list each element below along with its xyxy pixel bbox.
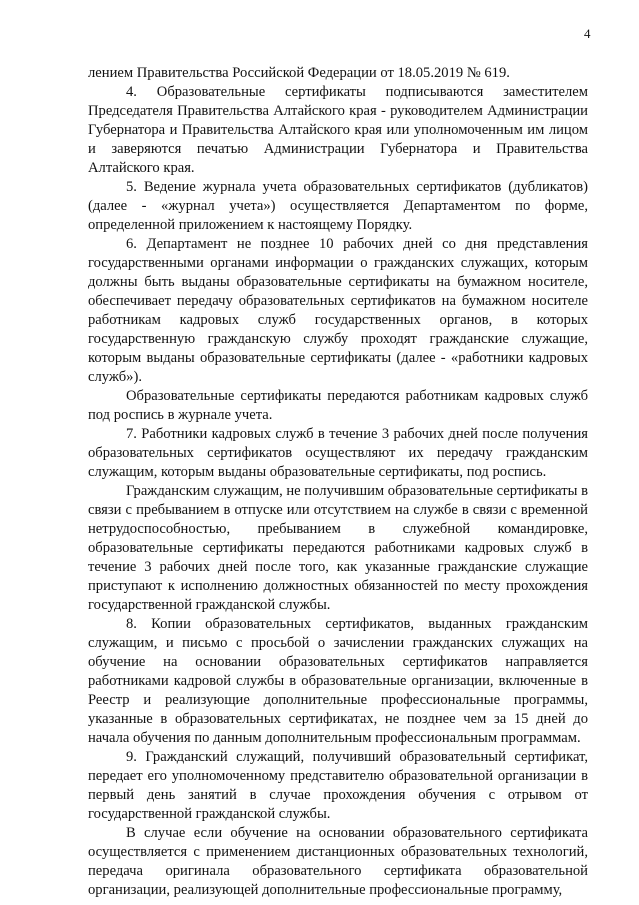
paragraph-item-7: 7. Работники кадровых служб в течение 3 рабочих дней после получения образовательных сертификатов осуществляют их передачу гражданским служащим, которым выданы образовательные сертификаты, под роспись. xyxy=(88,426,588,480)
paragraph-item-6: 6. Департамент не позднее 10 рабочих дней со дня представления государственными органами информации о гражданских служащих, которым должны быть выданы образовательные сертификаты на бумажном носителе, обеспечивает передачу образовательных сертификатов на бумажном носителе работникам кадровых служб государственных органов, в которых государственную гражданскую службу проходят гражданские служащие, которым выданы образовательные сертификаты (далее - «работники кадровых служб»). xyxy=(88,236,588,385)
paragraph-item-7-cont: Гражданским служащим, не получившим образовательные сертификаты в связи с пребыванием в отпуске или отсутствием на службе в связи с временной нетрудоспособностью, пребыванием в служебной командировке, образовательные сертификаты передаются работниками кадровых служб в течение 3 рабочих дней после того, как указанные гражданские служащие приступают к исполнению должностных обязанностей по месту прохождения государственной гражданской службы. xyxy=(88,483,588,613)
paragraph-continuation: лением Правительства Российской Федерации от 18.05.2019 № 619. xyxy=(88,65,510,81)
paragraph-item-4: 4. Образовательные сертификаты подписываются заместителем Председателя Правительства Алтайского края - руководителем Администрации Губернатора и Правительства Алтайского края или уполномоченным им лицом и заверяются печатью Администрации Губернатора и Правительства Алтайского края. xyxy=(88,84,588,176)
page-number: 4 xyxy=(584,26,591,41)
paragraph-item-8: 8. Копии образовательных сертификатов, выданных гражданским служащим, и письмо с просьбой о зачислении гражданских служащих на обучение на основании образовательных сертификатов направляется работниками кадровой службы в образовательные организации, включенные в Реестр и реализующие дополнительные профессиональные программы, указанные в образовательных сертификатах, не позднее чем за 15 дней до начала обучения по данным дополнительным профессиональным программам. xyxy=(88,616,588,746)
paragraph-item-5: 5. Ведение журнала учета образовательных сертификатов (дубликатов) (далее - «журнал учета») осуществляется Департаментом по форме, определенной приложением к настоящему Порядку. xyxy=(88,179,588,233)
paragraph-item-9-cont: В случае если обучение на основании образовательного сертификата осуществляется с применением дистанционных образовательных технологий, передача оригинала образовательного сертификата образовательной организации, реализующей дополнительные профессиональные программу, xyxy=(88,825,588,898)
paragraph-item-9: 9. Гражданский служащий, получивший образовательный сертификат, передает его уполномоченному представителю образовательной организации в первый день занятий в случае прохождения обучения с отрывом от государственной гражданской службы. xyxy=(88,749,588,822)
paragraph-item-6-cont: Образовательные сертификаты передаются работникам кадровых служб под роспись в журнале учета. xyxy=(88,388,588,423)
document-body xyxy=(88,64,588,900)
